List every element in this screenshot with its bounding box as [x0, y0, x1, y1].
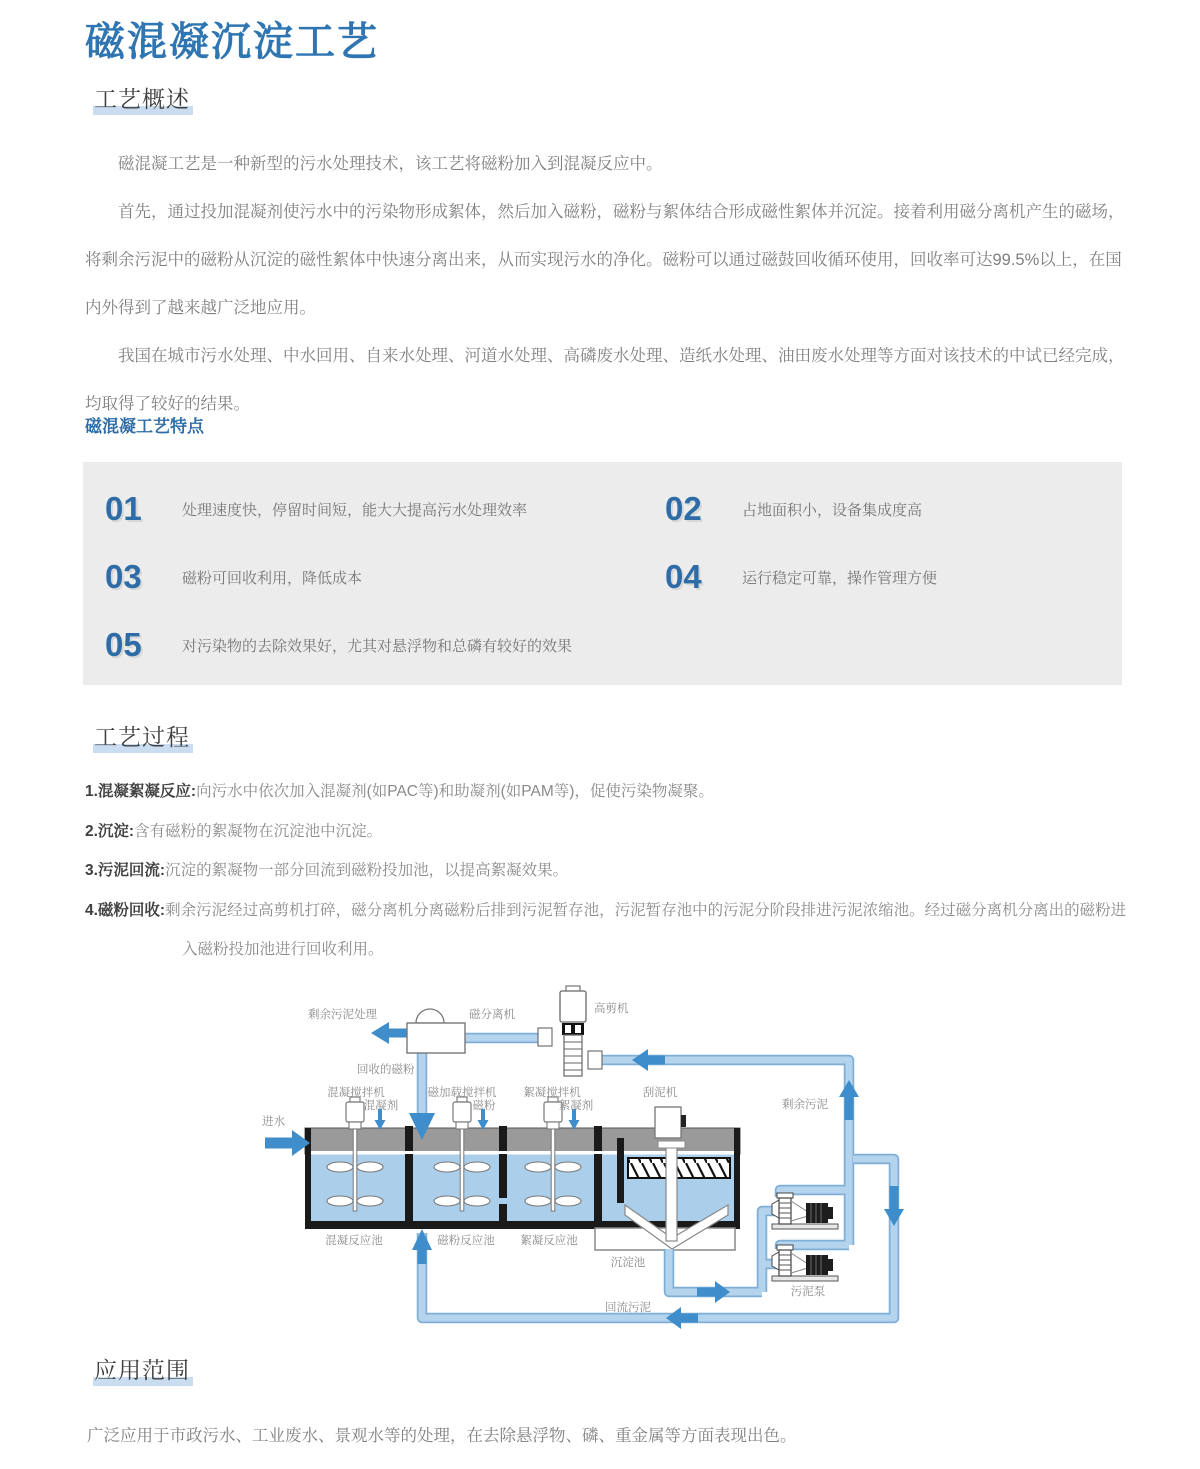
coagulation-tank-label: 混凝反应池 — [325, 1235, 383, 1247]
sludge-out-arrow — [371, 1022, 407, 1044]
return-down-arrow — [884, 1186, 904, 1226]
feature-number-1: 01 — [105, 490, 142, 527]
tank-assembly — [305, 1126, 740, 1250]
feature-text-1: 处理速度快，停留时间短，能大大提高污水处理效率 — [182, 501, 528, 519]
sed-outlet-arrow — [697, 1281, 730, 1303]
feature-text-4: 运行稳定可靠，操作管理方便 — [742, 569, 938, 587]
overview-paragraph-1: 磁混凝工艺是一种新型的污水处理技术，该工艺将磁粉加入到混凝反应中。 — [118, 155, 663, 173]
flocculation-mixer-label: 絮凝搅拌机 — [523, 1087, 581, 1099]
inclined-plates — [628, 1158, 730, 1178]
tank-right-wall — [734, 1128, 740, 1229]
coagulation-mixer-label: 混凝搅拌机 — [327, 1087, 385, 1099]
powder-dosing-arrow — [478, 1109, 489, 1130]
influent-label: 进水 — [262, 1116, 285, 1128]
surplus-sludge-up-arrow — [839, 1080, 859, 1120]
high-shear-machine — [538, 986, 602, 1076]
application-text: 广泛应用于市政污水、工业废水、景观水等的处理，在去除悬浮物、磷、重金属等方面表现出色。 — [87, 1427, 797, 1445]
return-up-into-tank-arrow — [412, 1229, 432, 1264]
feature-text-3: 磁粉可回收利用，降低成本 — [182, 569, 363, 587]
feature-number-4: 04 — [665, 558, 702, 595]
process-step-3: 3.污泥回流:沉淀的絮凝物一部分回流到磁粉投加池，以提高絮凝效果。 — [85, 862, 569, 879]
process-steps — [85, 772, 1140, 970]
divider-2 — [499, 1154, 507, 1198]
flocculation-tank-label: 絮凝反应池 — [520, 1235, 578, 1247]
overview-heading: 工艺概述 — [93, 84, 193, 114]
divider-3 — [594, 1154, 602, 1221]
overview-paragraph-2: 首先，通过投加混凝剂使污水中的污染物形成絮体，然后加入磁粉，磁粉与絮体结合形成磁性絮体并沉淀。接着利用磁分离机产生的磁场，将剩余污泥中的磁粉从沉淀的磁性絮体中快速分离出来，从而实现污水的净化。磁粉可以通过磁鼓回收循环使用，回收率可达99.5%以上，在国内外得到了越来越广泛地应用。 — [85, 203, 1125, 317]
mud-scraper-label: 刮泥机 — [642, 1087, 678, 1099]
feature-item-5 — [105, 626, 665, 664]
divider-stub-3 — [594, 1126, 602, 1151]
surplus-sludge-treatment-label: 剩余污泥处理 — [308, 1009, 377, 1021]
flocculant-label: 絮凝剂 — [558, 1100, 594, 1112]
recycled-powder-label: 回收的磁粉 — [357, 1064, 415, 1076]
process-step-1: 1.混凝絮凝反应:向污水中依次加入混凝剂(如PAC等)和助凝剂(如PAM等)，促使污染物凝聚。 — [85, 783, 714, 800]
magnetic-powder-label: 磁粉 — [472, 1100, 496, 1112]
overview-paragraphs — [85, 140, 1127, 428]
sludge-pump-1 — [772, 1193, 838, 1229]
flocculant-dosing-arrow — [569, 1109, 580, 1130]
sed-inlet-baffle — [617, 1138, 624, 1203]
divider-2-lower — [499, 1204, 507, 1221]
overview-paragraph-3: 我国在城市污水处理、中水回用、自来水处理、河道水处理、高磷废水处理、造纸水处理、油田废水处理等方面对该技术的中试已经完成，均取得了较好的结果。 — [85, 347, 1125, 413]
magnetic-loading-mixer-label: 磁加载搅拌机 — [427, 1087, 497, 1099]
feature-item-3 — [105, 558, 665, 596]
sedimentation-tank-label: 沉淀池 — [610, 1257, 646, 1269]
scraper-mount — [658, 1141, 685, 1148]
process-heading: 工艺过程 — [93, 722, 193, 752]
magnetic-tank-label: 磁粉反应池 — [437, 1235, 495, 1247]
process-flow-diagram — [80, 983, 1120, 1358]
scraper-shaft — [666, 1143, 677, 1241]
feature-item-2 — [665, 490, 1122, 528]
influent-arrow — [265, 1130, 310, 1156]
to-shear-arrow — [632, 1049, 665, 1071]
features-box — [83, 462, 1122, 685]
application-text-block — [87, 1412, 1129, 1460]
feature-item-1 — [105, 490, 665, 528]
return-left-arrow — [666, 1307, 698, 1329]
feature-number-2: 02 — [665, 490, 702, 527]
magnetic-separator-label: 磁分离机 — [469, 1009, 515, 1021]
high-shear-machine-label: 高剪机 — [594, 1003, 629, 1015]
feature-text-5: 对污染物的去除效果好，尤其对悬浮物和总磷有较好的效果 — [182, 637, 573, 655]
feature-text-2: 占地面积小，设备集成度高 — [742, 501, 923, 519]
feature-number-3: 03 — [105, 558, 142, 595]
divider-stub-2 — [499, 1126, 507, 1151]
coagulant-label: 混凝剂 — [363, 1100, 399, 1112]
feature-item-4 — [665, 558, 1122, 596]
sludge-pump-2 — [772, 1245, 838, 1281]
features-heading: 磁混凝工艺特点 — [85, 417, 204, 436]
divider-stub-1 — [405, 1126, 413, 1151]
surplus-sludge-label: 剩余污泥 — [782, 1099, 828, 1111]
coagulant-dosing-arrow — [375, 1109, 386, 1130]
feature-number-5: 05 — [105, 626, 142, 663]
return-sludge-label: 回流污泥 — [605, 1302, 651, 1314]
process-step-4: 4.磁粉回收:剩余污泥经过高剪机打碎，磁分离机分离磁粉后排到污泥暂存池，污泥暂存池中的污泥分阶段排进污泥浓缩池。经过磁分离机分离出的磁粉进入磁粉投加池进行回收利用。 — [85, 901, 1127, 958]
page-title: 磁混凝沉淀工艺 — [85, 20, 379, 64]
sludge-pump-label: 污泥泵 — [790, 1286, 826, 1298]
magnetic-separator — [407, 1009, 465, 1053]
mud-scraper-drive — [655, 1107, 686, 1138]
application-heading: 应用范围 — [93, 1355, 193, 1385]
process-step-2: 2.沉淀:含有磁粉的絮凝物在沉淀池中沉淀。 — [85, 822, 383, 840]
divider-1 — [405, 1154, 413, 1221]
